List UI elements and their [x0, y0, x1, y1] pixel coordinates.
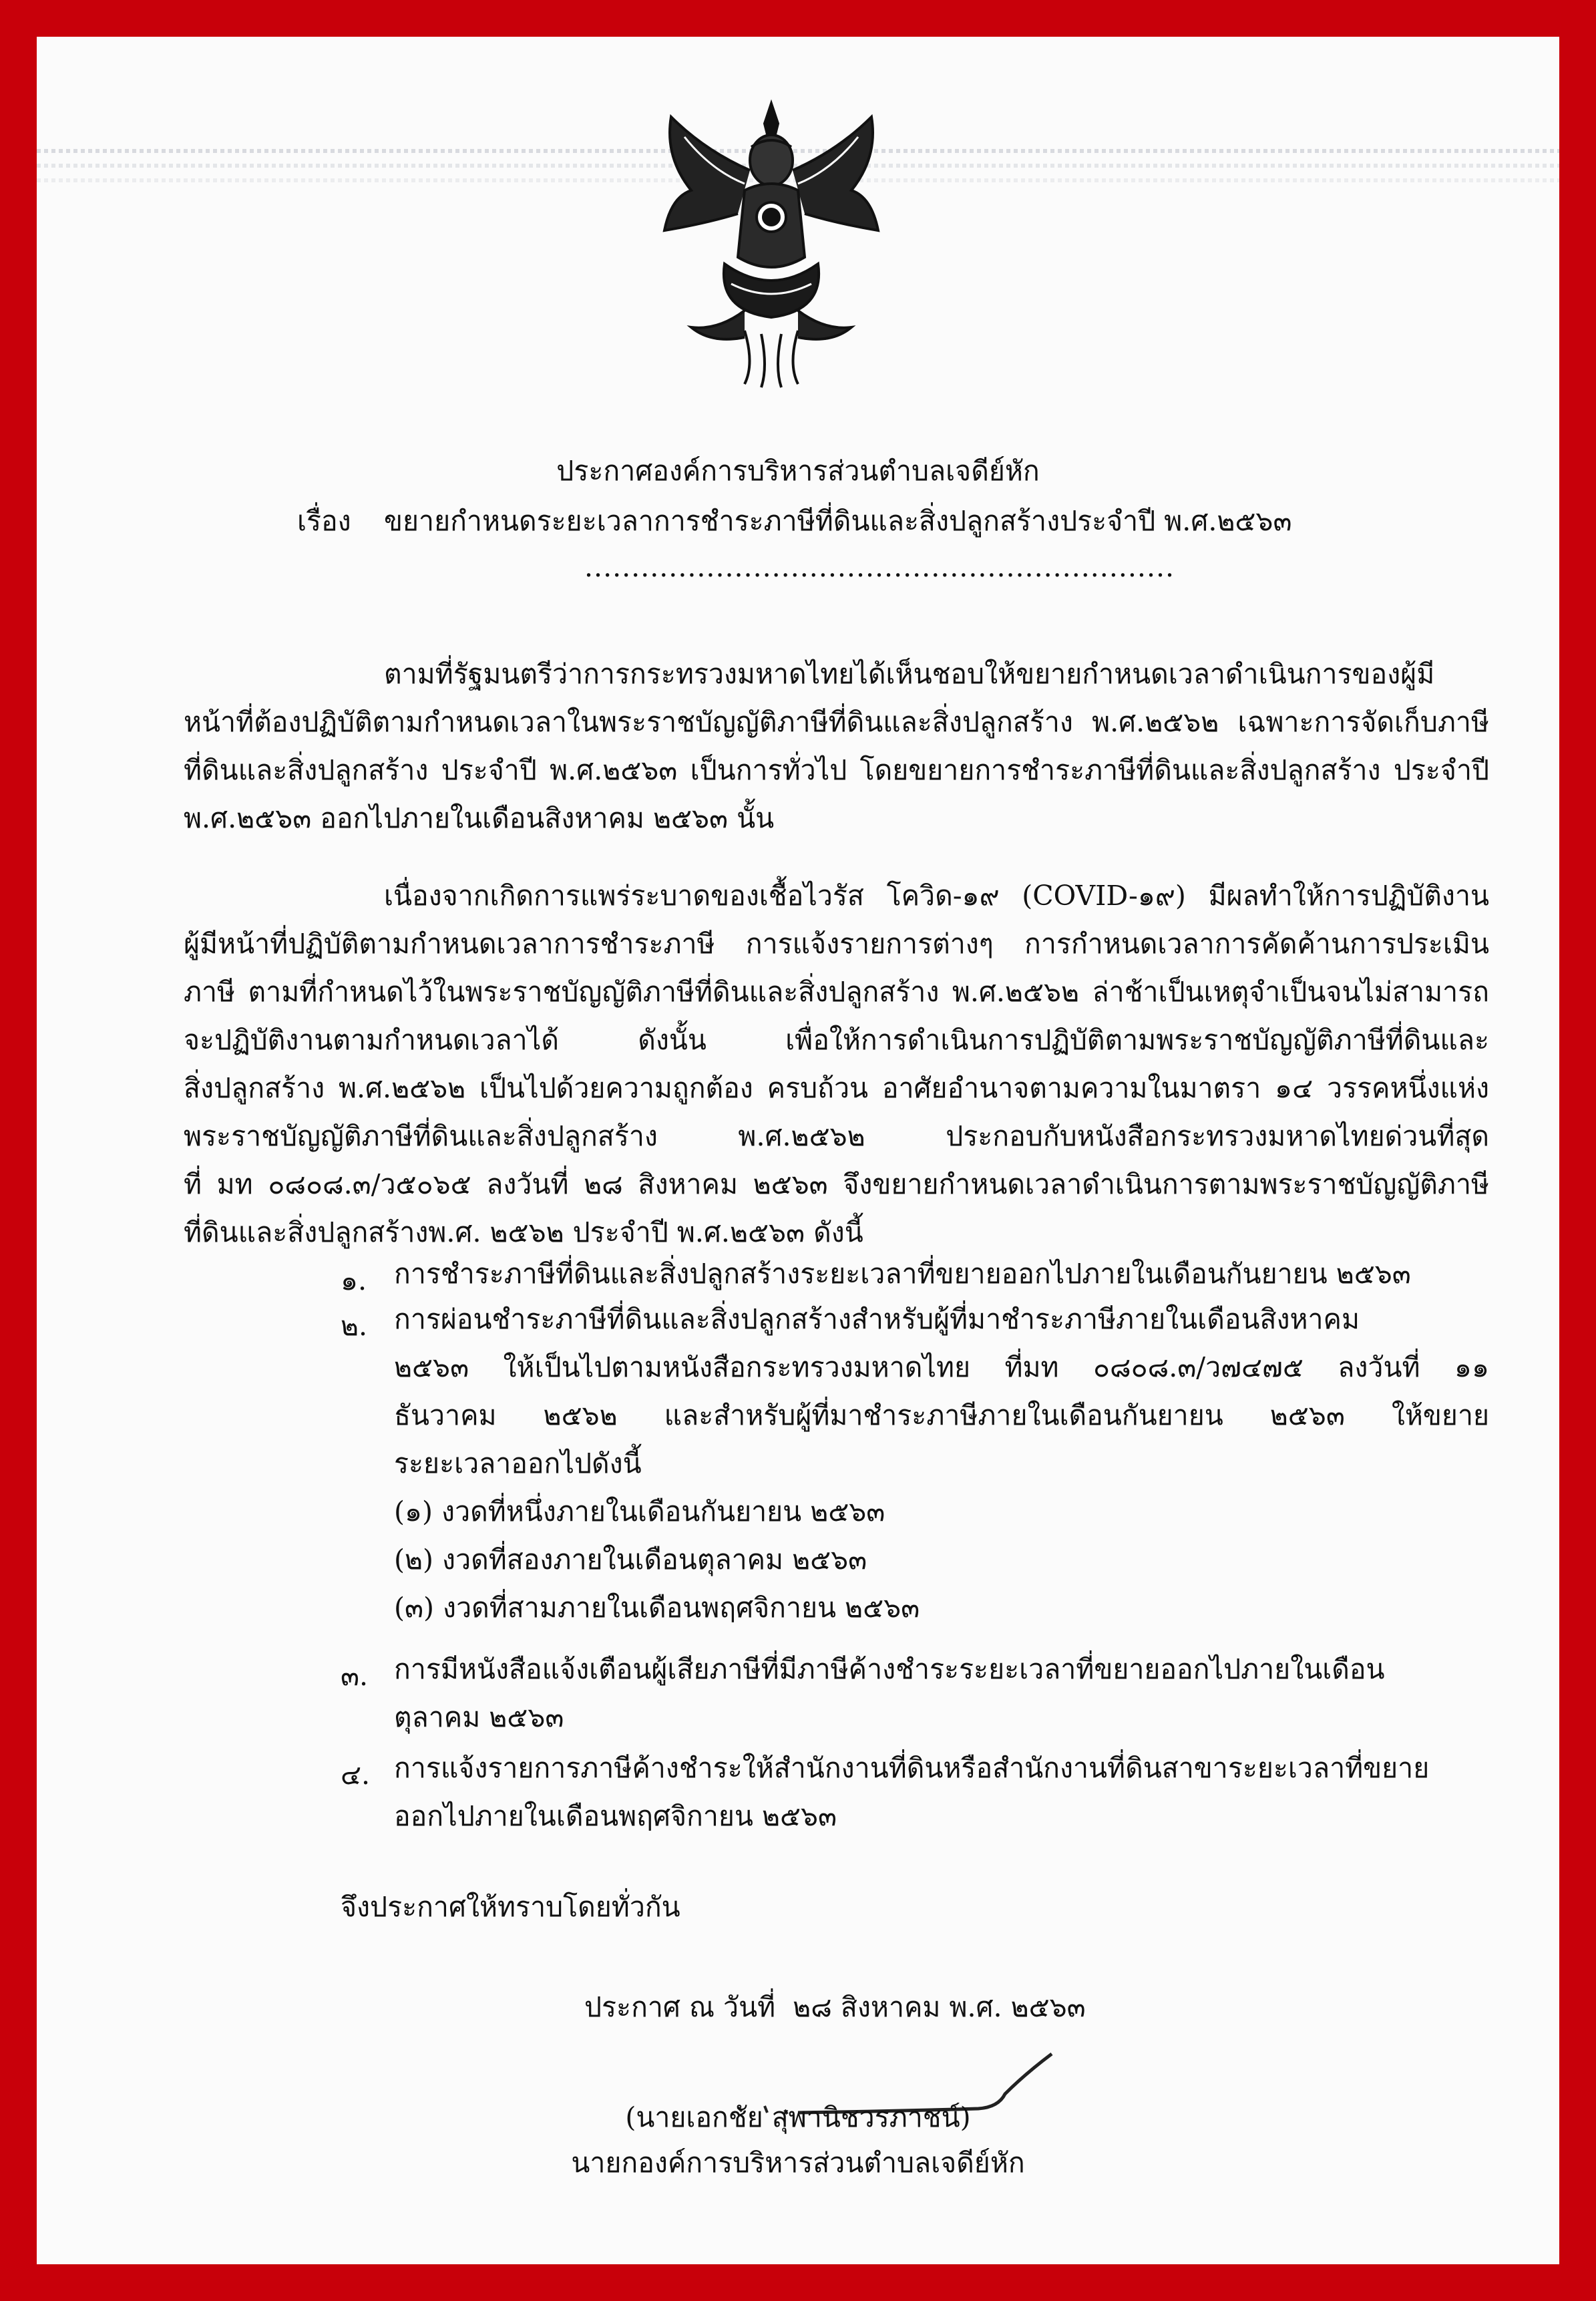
list-item-number: ๔. — [341, 1759, 371, 1791]
list-item-line: การชำระภาษีที่ดินและสิ่งปลูกสร้างระยะเวลาที่ขยายออกไปภายในเดือนกันยายน ๒๕๖๓ — [394, 1258, 1411, 1290]
paragraph-line: พ.ศ.๒๕๖๓ ออกไปภายในเดือนสิงหาคม ๒๕๖๓ นั้น — [184, 802, 775, 834]
list-item-line: ๒๕๖๓ ให้เป็นไปตามหนังสือกระทรวงมหาดไทย ที่มท ๐๘๐๘.๓/ว๗๔๗๕ ลงวันที่ ๑๑ — [394, 1351, 1489, 1383]
paragraph-line: ตามที่รัฐมนตรีว่าการกระทรวงมหาดไทยได้เห็นชอบให้ขยายกำหนดเวลาดำเนินการของผู้มี — [384, 658, 1435, 690]
signer-position: นายกองค์การบริหารส่วนตำบลเจดีย์หัก — [571, 2147, 1025, 2179]
paragraph-2 — [184, 872, 1489, 1256]
subject-text: ขยายกำหนดระยะเวลาการชำระภาษีที่ดินและสิ่งปลูกสร้างประจำปี พ.ศ.๒๕๖๓ — [384, 505, 1292, 537]
paragraph-line: ที่ดินและสิ่งปลูกสร้างพ.ศ. ๒๕๖๒ ประจำปี พ.ศ.๒๕๖๓ ดังนี้ — [184, 1216, 863, 1248]
list-item-number: ๒. — [341, 1310, 368, 1342]
list-item — [394, 1295, 1489, 1632]
sub-item: (๒) งวดที่สองภายในเดือนตุลาคม ๒๕๖๓ — [394, 1544, 867, 1576]
list-item — [394, 1645, 1489, 1741]
announcement-date: ประกาศ ณ วันที่ ๒๘ สิงหาคม พ.ศ. ๒๕๖๓ — [584, 1991, 1086, 2023]
list-item-line: การผ่อนชำระภาษีที่ดินและสิ่งปลูกสร้างสำหรับผู้ที่มาชำระภาษีภายในเดือนสิงหาคม — [394, 1303, 1360, 1335]
sub-item: (๓) งวดที่สามภายในเดือนพฤศจิกายน ๒๕๖๓ — [394, 1592, 920, 1624]
paragraph-line: จะปฏิบัติงานตามกำหนดเวลาได้ ดังนั้น เพื่อให้การดำเนินการปฏิบัติตามพระราชบัญญัติภาษีที่ดินและ — [184, 1024, 1489, 1056]
paragraph-line: สิ่งปลูกสร้าง พ.ศ.๒๕๖๒ เป็นไปด้วยความถูกต้อง ครบถ้วน อาศัยอำนาจตามความในมาตรา ๑๔ วรรคหนึ่งแห่ง — [184, 1072, 1489, 1104]
paragraph-line: ผู้มีหน้าที่ปฏิบัติตามกำหนดเวลาการชำระภาษี การแจ้งรายการต่างๆ การกำหนดเวลาการคัดค้านการประเมิน — [184, 928, 1489, 960]
list-item-number: ๓. — [341, 1660, 369, 1692]
document-title: ประกาศองค์การบริหารส่วนตำบลเจดีย์หัก — [556, 455, 1040, 487]
subject-label: เรื่อง — [297, 505, 351, 537]
list-item-line: การมีหนังสือแจ้งเตือนผู้เสียภาษีที่มีภาษีค้างชำระระยะเวลาที่ขยายออกไปภายในเดือน — [394, 1653, 1385, 1685]
paragraph-line: เนื่องจากเกิดการแพร่ระบาดของเชื้อไวรัส โควิด-๑๙ (COVID-๑๙) มีผลทำให้การปฏิบัติงาน — [384, 880, 1489, 912]
list-item-line: ตุลาคม ๒๕๖๓ — [394, 1701, 564, 1733]
paragraph-line: พระราชบัญญัติภาษีที่ดินและสิ่งปลูกสร้าง พ.ศ.๒๕๖๒ ประกอบกับหนังสือกระทรวงมหาดไทยด่วนที่สุด — [184, 1120, 1489, 1152]
paragraph-line: ภาษี ตามที่กำหนดไว้ในพระราชบัญญัติภาษีที่ดินและสิ่งปลูกสร้าง พ.ศ.๒๕๖๒ ล่าช้าเป็นเหตุจำเป็นจนไม่สามารถ — [184, 976, 1489, 1008]
list-item-number: ๑. — [341, 1264, 367, 1296]
paragraph-line: ที่ มท ๐๘๐๘.๓/ว๕๐๖๕ ลงวันที่ ๒๘ สิงหาคม ๒๕๖๓ จึงขยายกำหนดเวลาดำเนินการตามพระราชบัญญัติภาษี — [184, 1168, 1489, 1200]
signer-name: (นายเอกชัย สุพานิชวรภาชน์) — [625, 2101, 971, 2133]
list-item-line: ธันวาคม ๒๕๖๒ และสำหรับผู้ที่มาชำระภาษีภายในเดือนกันยายน ๒๕๖๓ ให้ขยาย — [394, 1399, 1489, 1431]
paragraph-line: ที่ดินและสิ่งปลูกสร้าง ประจำปี พ.ศ.๒๕๖๓ เป็นการทั่วไป โดยขยายการชำระภาษีที่ดินและสิ่งปลูกสร้าง ประจำปี — [184, 754, 1489, 786]
list-item-line: การแจ้งรายการภาษีค้างชำระให้สำนักงานที่ดินหรือสำนักงานที่ดินสาขาระยะเวลาที่ขยาย — [394, 1752, 1430, 1784]
garuda-emblem-icon — [644, 97, 898, 391]
list-item — [394, 1250, 1489, 1298]
document-page — [37, 37, 1559, 2264]
paragraph-line: หน้าที่ต้องปฏิบัติตามกำหนดเวลาในพระราชบัญญัติภาษีที่ดินและสิ่งปลูกสร้าง พ.ศ.๒๕๖๒ เฉพาะการจัดเก็บภาษี — [184, 706, 1489, 738]
list-item-line: ระยะเวลาออกไปดังนี้ — [394, 1447, 642, 1479]
list-item — [394, 1744, 1489, 1840]
sub-item: (๑) งวดที่หนึ่งภายในเดือนกันยายน ๒๕๖๓ — [394, 1495, 885, 1528]
paragraph-1 — [184, 650, 1489, 842]
title-separator: ............................................................... — [584, 551, 1175, 583]
closing-statement: จึงประกาศให้ทราบโดยทั่วกัน — [341, 1891, 680, 1923]
list-item-line: ออกไปภายในเดือนพฤศจิกายน ๒๕๖๓ — [394, 1800, 837, 1832]
